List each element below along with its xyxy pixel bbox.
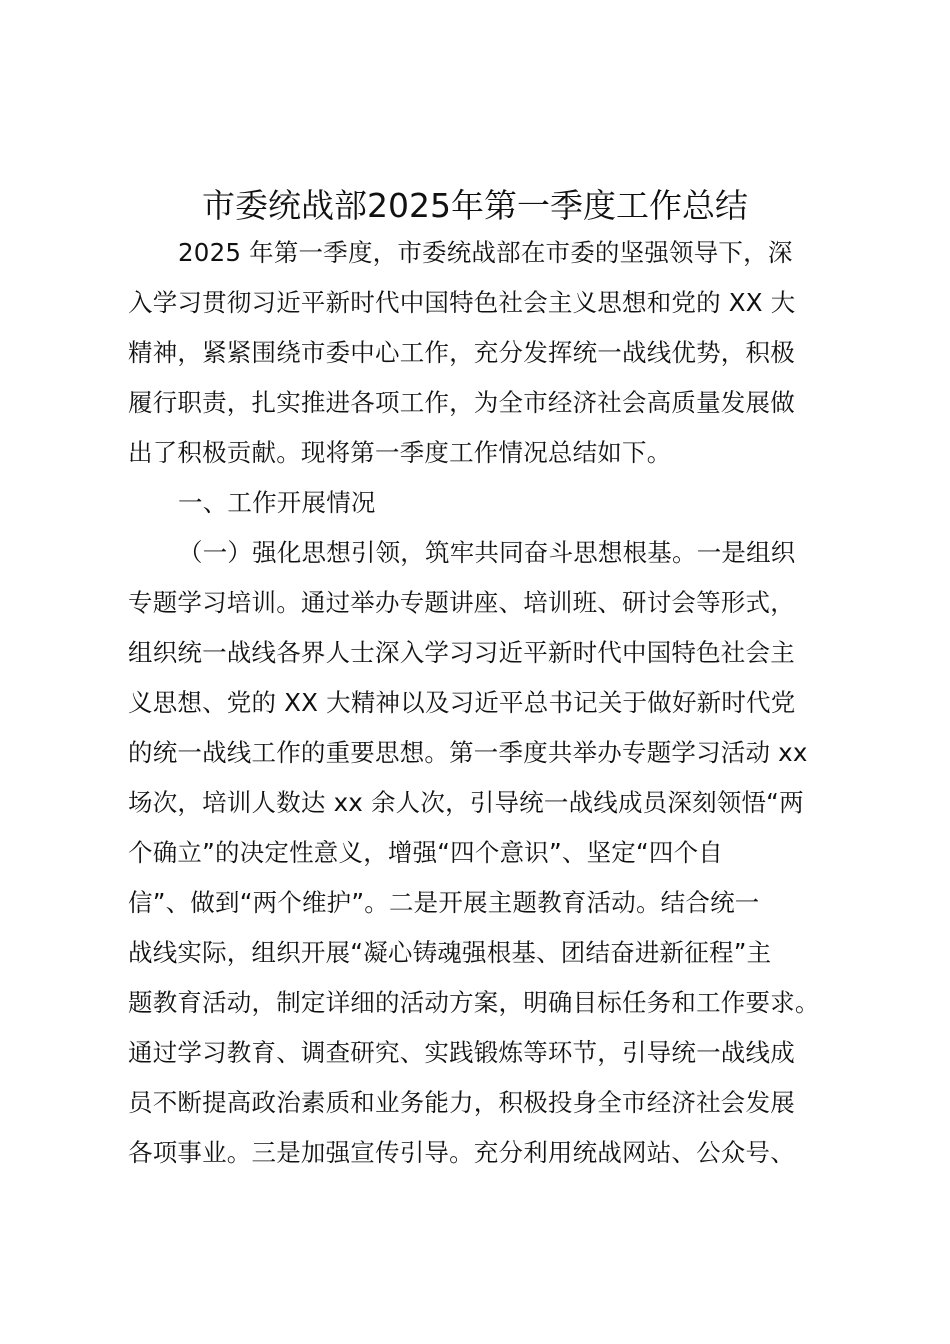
paragraph-3-line-9: 战线实际，组织开展“凝心铸魂强根基、团结奋进新征程”主	[128, 938, 772, 967]
paragraph-3-line-10: 题教育活动，制定详细的活动方案，明确目标任务和工作要求。	[128, 988, 820, 1017]
paragraph-3-line-1: （一）强化思想引领，筑牢共同奋斗思想根基。一是组织	[178, 538, 796, 567]
paragraph-3-line-3: 组织统一战线各界人士深入学习习近平新时代中国特色社会主	[128, 638, 795, 667]
paragraph-3-line-8: 信”、做到“两个维护”。二是开展主题教育活动。结合统一	[128, 888, 760, 917]
paragraph-1-line-1: 2025 年第一季度，市委统战部在市委的坚强领导下，深	[178, 238, 793, 267]
paragraph-1-line-3: 精神，紧紧围绕市委中心工作，充分发挥统一战线优势，积极	[128, 338, 795, 367]
paragraph-1-line-4: 履行职责，扎实推进各项工作，为全市经济社会高质量发展做	[128, 388, 795, 417]
paragraph-3-line-13: 各项事业。三是加强宣传引导。充分利用统战网站、公众号、	[128, 1138, 795, 1167]
paragraph-3-line-2: 专题学习培训。通过举办专题讲座、培训班、研讨会等形式，	[128, 588, 795, 617]
paragraph-1-line-5: 出了积极贡献。现将第一季度工作情况总结如下。	[128, 438, 672, 467]
paragraph-3-line-11: 通过学习教育、调查研究、实践锻炼等环节，引导统一战线成	[128, 1038, 795, 1067]
paragraph-3-line-6: 场次，培训人数达 xx 余人次，引导统一战线成员深刻领悟“两	[128, 788, 804, 817]
document-title: 市委统战部2025年第一季度工作总结	[202, 186, 748, 225]
paragraph-3-line-12: 员不断提高政治素质和业务能力，积极投身全市经济社会发展	[128, 1088, 795, 1117]
paragraph-3-line-5: 的统一战线工作的重要思想。第一季度共举办专题学习活动 xx	[128, 738, 808, 767]
paragraph-3-line-4: 义思想、党的 XX 大精神以及习近平总书记关于做好新时代党	[128, 688, 796, 717]
paragraph-1-line-2: 入学习贯彻习近平新时代中国特色社会主义思想和党的 XX 大	[128, 288, 796, 317]
section-heading: 一、工作开展情况	[178, 488, 376, 517]
paragraph-3-line-7: 个确立”的决定性意义，增强“四个意识”、坚定“四个自	[128, 838, 723, 867]
